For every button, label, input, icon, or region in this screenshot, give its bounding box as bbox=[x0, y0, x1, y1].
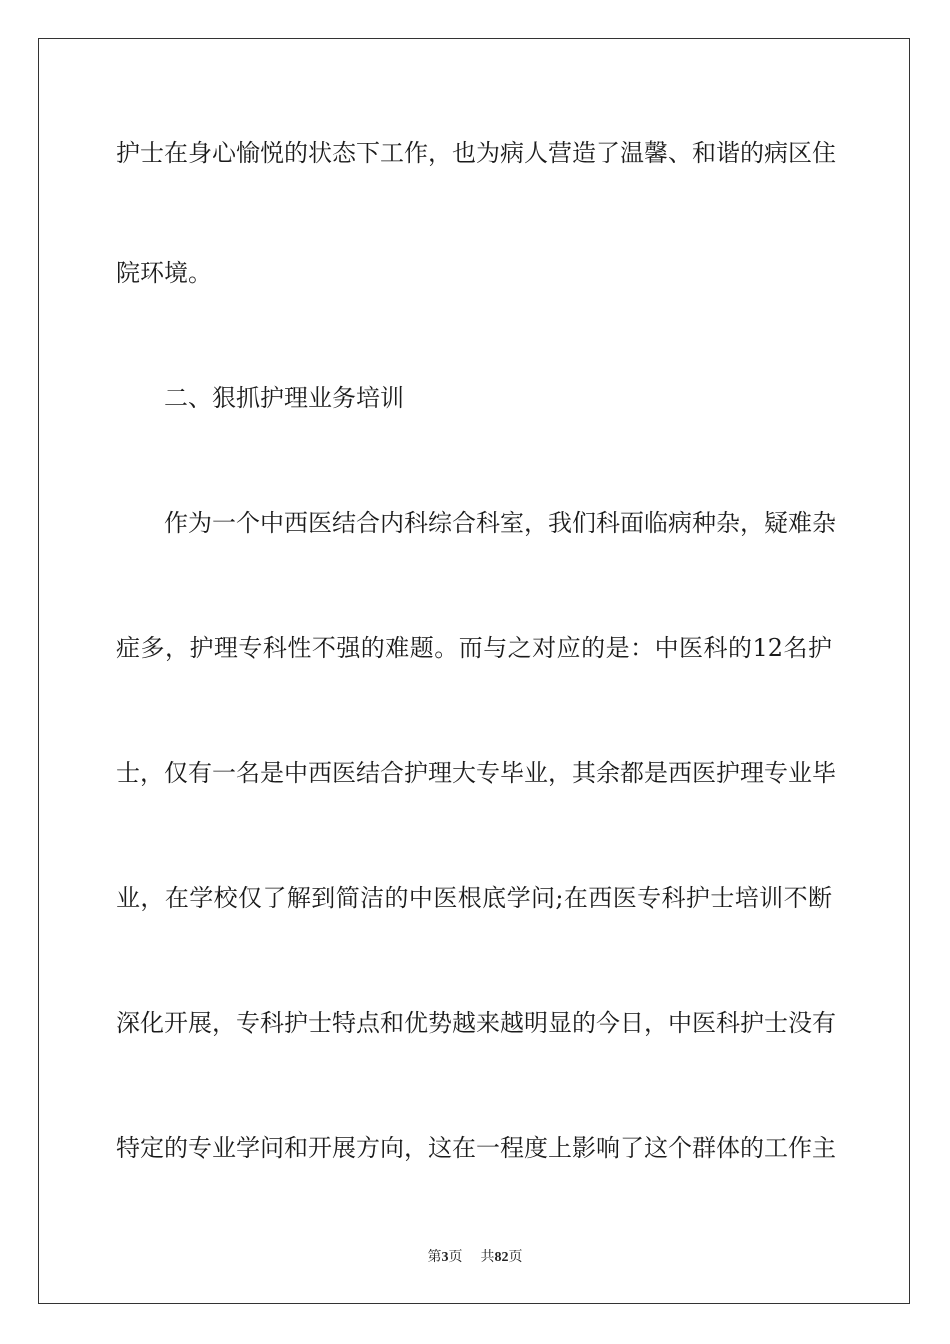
section-heading: 二、狠抓护理业务培训 bbox=[164, 384, 404, 412]
page-prefix: 第 bbox=[427, 1249, 442, 1265]
page-border bbox=[38, 38, 910, 1304]
paragraph-line-6: 业，在学校仅了解到简洁的中医根底学问;在西医专科护士培训不断 bbox=[116, 884, 832, 912]
paragraph-line-4: 症多，护理专科性不强的难题。而与之对应的是：中医科的12名护 bbox=[116, 634, 832, 662]
page-suffix: 页 bbox=[448, 1249, 463, 1265]
paragraph-line-2: 院环境。 bbox=[116, 259, 212, 287]
page-number: 3 bbox=[441, 1250, 449, 1265]
paragraph-line-7: 深化开展，专科护士特点和优势越来越明显的今日，中医科护士没有 bbox=[116, 1009, 836, 1037]
page-footer bbox=[0, 1248, 950, 1267]
paragraph-line-8: 特定的专业学问和开展方向，这在一程度上影响了这个群体的工作主 bbox=[116, 1134, 836, 1162]
total-prefix: 共 bbox=[480, 1249, 495, 1265]
paragraph-line-1: 护士在身心愉悦的状态下工作，也为病人营造了温馨、和谐的病区住 bbox=[116, 139, 836, 167]
paragraph-line-3: 作为一个中西医结合内科综合科室，我们科面临病种杂，疑难杂 bbox=[164, 509, 836, 537]
paragraph-line-5: 士，仅有一名是中西医结合护理大专毕业，其余都是西医护理专业毕 bbox=[116, 759, 836, 787]
total-pages: 82 bbox=[494, 1250, 509, 1265]
total-suffix: 页 bbox=[508, 1249, 523, 1265]
